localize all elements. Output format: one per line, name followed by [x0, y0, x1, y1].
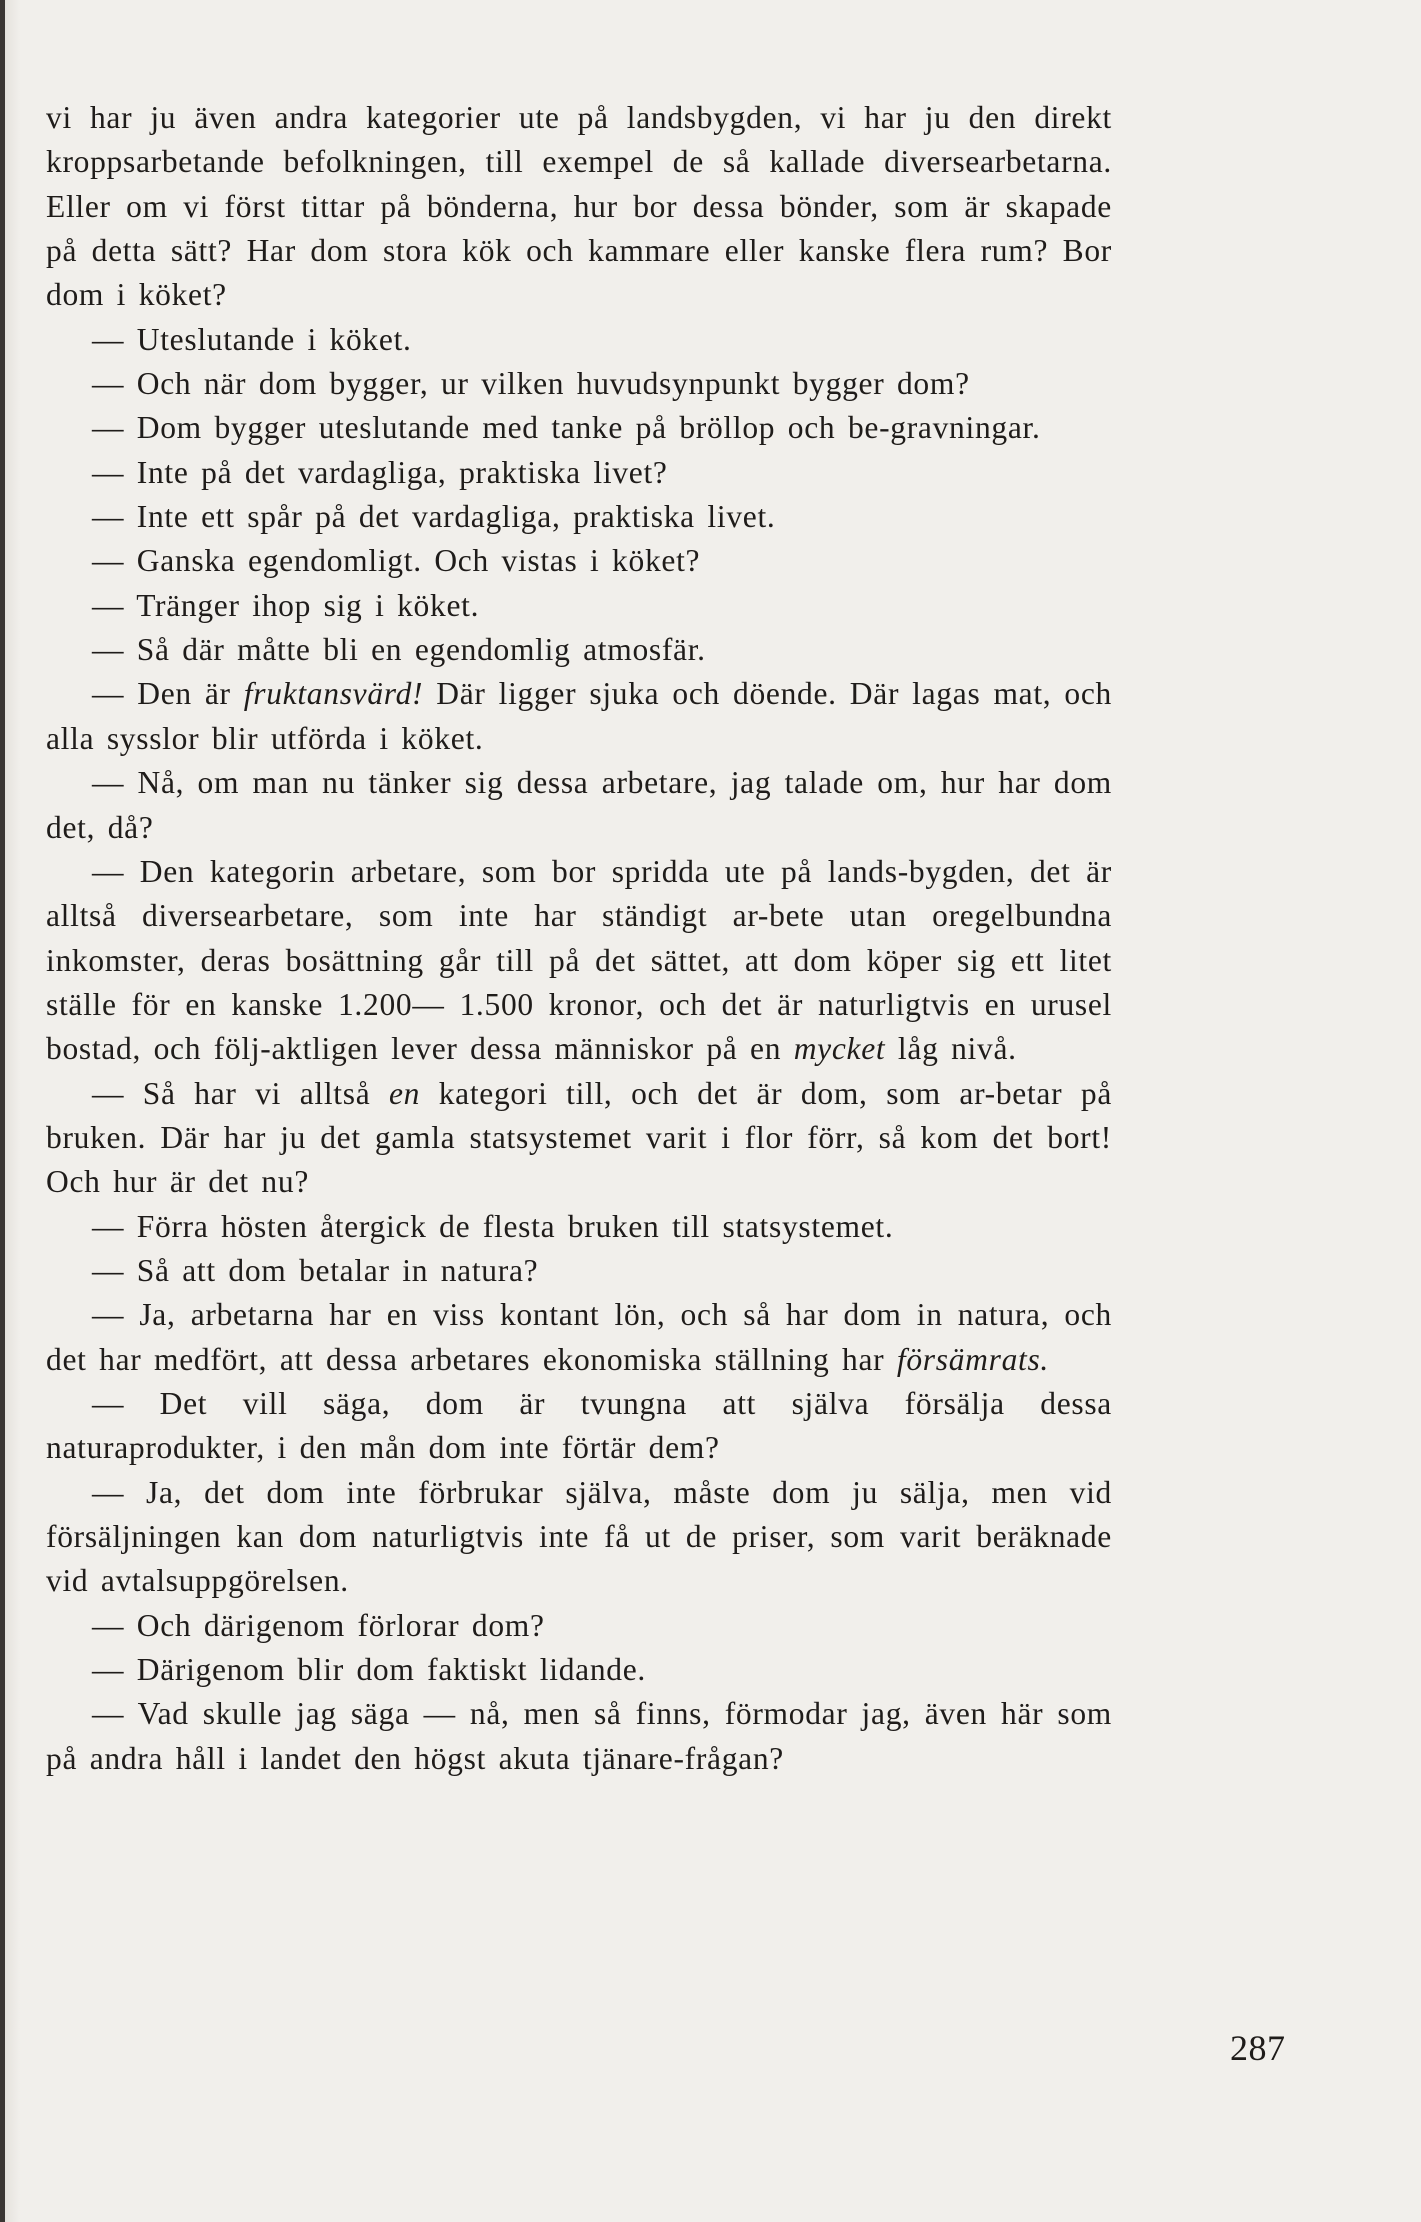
text-run: — Dom bygger uteslutande med tanke på bröllop och be-gravningar.	[92, 410, 1041, 446]
text-run: — Så har vi alltså	[92, 1075, 389, 1111]
paragraph	[46, 96, 1112, 318]
dialog-line	[46, 672, 1112, 761]
text-run: — Nå, om man nu tänker sig dessa arbetare, jag talade om, hur har dom det, då?	[46, 765, 1112, 845]
text-run: — Inte ett spår på det vardagliga, praktiska livet.	[92, 499, 776, 535]
dialog-line	[46, 451, 1112, 495]
text-run: — Uteslutande i köket.	[92, 321, 412, 357]
text-run: — Ja, det dom inte förbrukar själva, måste dom ju sälja, men vid försäljningen kan dom naturligtvis inte få ut de priser, som varit beräknade vid avtalsuppgörelsen.	[46, 1474, 1112, 1599]
dialog-line	[46, 584, 1112, 628]
emphasis-run: mycket	[793, 1031, 886, 1067]
body-text	[46, 96, 1112, 1781]
dialog-line	[46, 1471, 1112, 1604]
text-run: — Inte på det vardagliga, praktiska livet?	[92, 454, 668, 490]
dialog-line	[46, 1692, 1112, 1781]
text-run: — Ganska egendomligt. Och vistas i köket?	[92, 543, 701, 579]
dialog-line	[46, 1249, 1112, 1293]
dialog-line	[46, 406, 1112, 450]
text-run: — Och därigenom förlorar dom?	[92, 1607, 545, 1643]
emphasis-run: en	[388, 1075, 421, 1111]
binding-edge	[0, 0, 5, 2222]
text-run: vi har ju även andra kategorier ute på landsbygden, vi har ju den direkt kroppsarbetande befolkningen, till exempel de så kallade diversearbetarna. Eller om vi först tittar på bönderna, hur bor dessa bönder, som är skapade på detta sätt? Har dom stora kök och kammare eller kanske flera rum? Bor dom i köket?	[46, 100, 1112, 313]
dialog-line	[46, 362, 1112, 406]
dialog-line	[46, 850, 1112, 1072]
text-run: Där ligger sjuka och döende. Där lagas mat, och alla sysslor blir utförda i köket.	[46, 676, 1112, 756]
dialog-line	[46, 1604, 1112, 1648]
text-run: — Den kategorin arbetare, som bor spridda ute på lands-bygden, det är alltså diversearbetare, som inte har ständigt ar-bete utan oregelbundna inkomster, deras bosättning går till på det sättet, att dom köper sig ett litet ställe för en kanske 1.200— 1.500 kronor, och det är naturligtvis en urusel bostad, och följ-aktligen lever dessa människor på en	[46, 853, 1112, 1067]
text-run: — Ja, arbetarna har en viss kontant lön, och så har dom in natura, och det har medfört, att dessa arbetares ekonomiska ställning har	[46, 1297, 1112, 1377]
dialog-line	[46, 1382, 1112, 1471]
dialog-line	[46, 495, 1112, 539]
text-run: låg nivå.	[885, 1031, 1017, 1067]
text-run: — Det vill säga, dom är tvungna att själva försälja dessa naturaprodukter, i den mån dom inte förtär dem?	[46, 1385, 1112, 1466]
dialog-line	[46, 1293, 1112, 1382]
emphasis-run: fruktansvärd!	[243, 676, 424, 712]
text-run: kategori till, och det är dom, som ar-betar på bruken. Där har ju det gamla statsystemet varit i flor förr, så kom det bort! Och hur är det nu?	[46, 1075, 1113, 1200]
dialog-line	[46, 1648, 1112, 1692]
dialog-line	[46, 628, 1112, 672]
dialog-line	[46, 761, 1112, 850]
text-run: — Tränger ihop sig i köket.	[92, 587, 480, 623]
text-run: — Därigenom blir dom faktiskt lidande.	[92, 1652, 646, 1688]
text-run: — Så att dom betalar in natura?	[92, 1252, 539, 1288]
text-run: — Och när dom bygger, ur vilken huvudsynpunkt bygger dom?	[92, 366, 970, 402]
text-run: — Den är	[92, 676, 244, 712]
dialog-line	[46, 1205, 1112, 1249]
dialog-line	[46, 318, 1112, 362]
text-run: — Vad skulle jag säga — nå, men så finns, förmodar jag, även här som på andra håll i landet den högst akuta tjänare-frågan?	[46, 1696, 1112, 1776]
dialog-line	[46, 1072, 1112, 1205]
text-run: — Förra hösten återgick de flesta bruken till statsystemet.	[92, 1208, 894, 1244]
text-run: — Så där måtte bli en egendomlig atmosfär.	[92, 632, 706, 668]
dialog-line	[46, 539, 1112, 583]
emphasis-run: försämrats.	[896, 1341, 1050, 1377]
page-number: 287	[1230, 2028, 1286, 2068]
